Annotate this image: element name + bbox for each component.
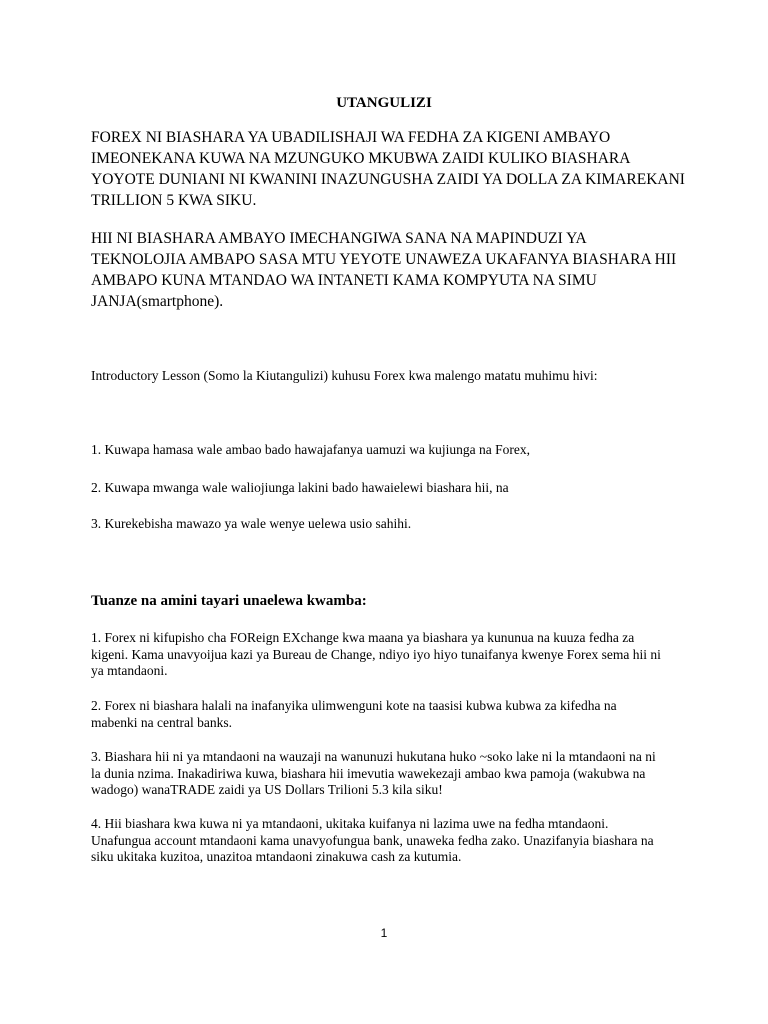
goal-item-2 [91, 480, 691, 497]
document-title: UTANGULIZI [336, 95, 432, 111]
text-line: TRILLION 5 KWA SIKU. [91, 192, 257, 209]
text-line: AMBAPO KUNA MTANDAO WA INTANETI KAMA KOMPYUTA NA SIMU [91, 272, 597, 289]
fact-item-1 [91, 630, 691, 680]
text-line: wadogo) wanaTRADE zaidi ya US Dollars Trilioni 5.3 kila siku! [91, 782, 443, 797]
text-line: ya mtandaoni. [91, 663, 168, 678]
goal-item-3 [91, 516, 691, 533]
text-line: 4. Hii biashara kwa kuwa ni ya mtandaoni, ukitaka kuifanya ni lazima uwe na fedha mtandaoni. [91, 816, 609, 831]
text-line: 3. Biashara hii ni ya mtandaoni na wauzaji na wanunuzi hukutana huko ~soko lake ni la mtandaoni na ni [91, 749, 656, 764]
intro-paragraph-forex-definition [91, 127, 711, 211]
intro-paragraph-technology [91, 228, 711, 312]
text-line: 1. Forex ni kifupisho cha FOReign EXchange kwa maana ya biashara ya kununua na kuuza fedha za [91, 630, 635, 645]
text-line: IMEONEKANA KUWA NA MZUNGUKO MKUBWA ZAIDI KULIKO BIASHARA [91, 150, 631, 167]
text-line: mabenki na central banks. [91, 714, 232, 730]
text-line: TEKNOLOJIA AMBAPO SASA MTU YEYOTE UNAWEZA UKAFANYA BIASHARA HII [91, 251, 677, 268]
text-line: Introductory Lesson (Somo la Kiutangulizi) kuhusu Forex kwa malengo matatu muhimu hivi: [91, 368, 598, 383]
text-line: 3. Kurekebisha mawazo ya wale wenye uelewa usio sahihi. [91, 516, 412, 531]
text-line: JANJA(smartphone). [91, 293, 224, 310]
text-line: 1. Kuwapa hamasa wale ambao bado hawajafanya uamuzi wa kujiunga na Forex, [91, 442, 530, 457]
fact-item-2 [91, 698, 691, 731]
text-line: la dunia nzima. Inakadiriwa kuwa, biashara hii imevutia wawekezaji ambao kwa pamoja (wakubwa na [91, 765, 646, 781]
section-subheading: Tuanze na amini tayari unaelewa kwamba: [91, 593, 367, 609]
text-line: YOYOTE DUNIANI NI KWANINI INAZUNGUSHA ZAIDI YA DOLLA ZA KIMAREKANI [91, 171, 685, 188]
text-line: siku ukitaka kuzitoa, unazitoa mtandaoni zinakuwa cash za kutumia. [91, 849, 462, 864]
text-line: 2. Forex ni biashara halali na inafanyika ulimwenguni kote na taasisi kubwa kubwa za kifedha na [91, 698, 617, 713]
text-line: HII NI BIASHARA AMBAYO IMECHANGIWA SANA NA MAPINDUZI YA [91, 230, 587, 247]
fact-item-3 [91, 749, 691, 799]
fact-item-4 [91, 816, 691, 866]
goal-item-1 [91, 442, 691, 459]
text-line: Unafungua account mtandaoni kama unavyofungua bank, unaweka fedha zako. Unazifanyia biashara na [91, 832, 654, 848]
text-line: kigeni. Kama unavyoijua kazi ya Bureau de Change, ndiyo iyo hiyo tunaifanya kwenye Forex sema hii ni [91, 646, 661, 662]
text-line: FOREX NI BIASHARA YA UBADILISHAJI WA FEDHA ZA KIGENI AMBAYO [91, 129, 611, 146]
text-line: 2. Kuwapa mwanga wale waliojiunga lakini bado hawaielewi biashara hii, na [91, 480, 509, 495]
lesson-intro-text [91, 368, 691, 385]
page-number: 1 [380, 926, 388, 940]
